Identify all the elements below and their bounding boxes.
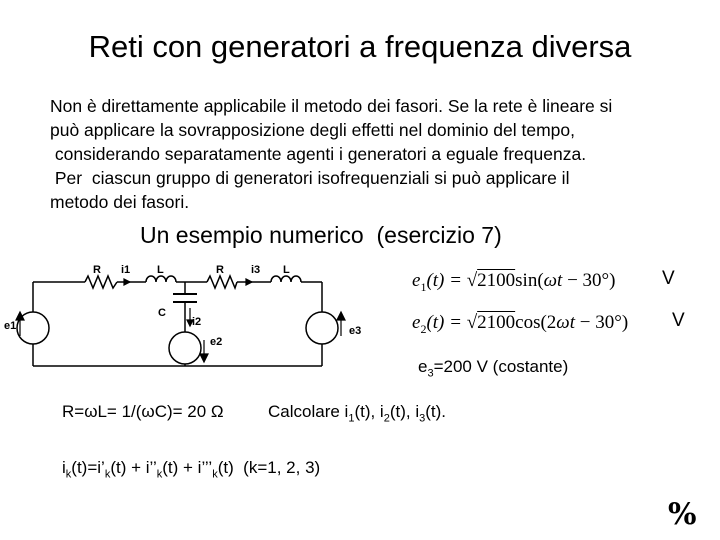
slide-title: Reti con generatori a frequenza diversa [88,29,632,64]
intro-paragraph [50,94,710,214]
task-text: Calcolare $i_1(t)$, $i_2(t)$, $i_3(t)$. [268,402,447,425]
equation-e1: $e_1(t) = √2100\sin(\omega t - 30^\circ)$ [412,270,616,294]
parameter-relation: R=ωL= 1/(ωC)= 20 Ω [62,402,224,421]
unit-e1: V [662,268,675,289]
label-e1: e1 [4,320,17,332]
label-l1: L [157,264,164,276]
inductor-l2-icon [271,276,301,282]
paragraph-line: Per ciascun gruppo di generatori isofrequenziali si può applicare il [50,168,570,188]
superposition-formula: $i_k(t)=i’_k(t)$ + $i’’_k(t)$ + $i’’’_k(t)$ (k=1, 2, 3) [62,458,321,481]
label-r1: R [93,264,101,276]
equation-e2: $e_2(t) = √2100\cos(2\omega t - 30^\circ)$ [412,312,629,336]
paragraph-line: considerando separatamente agenti i generatori a eguale frequenza. [50,144,587,164]
resistor-r1-icon [85,276,117,288]
label-i1: i1 [121,264,131,276]
paragraph-line: metodo dei fasori. [50,192,190,212]
circuit-diagram [0,252,400,372]
sqrt-icon: √ [466,270,478,291]
label-e2: e2 [210,336,223,348]
unit-e2: V [672,310,685,331]
i3-arrow-icon [246,279,252,285]
e2-arrow-icon [200,354,208,362]
label-c: C [158,307,166,319]
label-e3: e3 [349,325,362,337]
i1-arrow-icon [124,279,130,285]
e3-arrow-icon [337,312,345,320]
label-l2: L [283,264,290,276]
resistor-r2-icon [207,276,237,288]
label-i2: i2 [192,316,202,328]
inductor-l1-icon [146,276,176,282]
label-i3: i3 [251,264,261,276]
label-r2: R [216,264,224,276]
paragraph-line: Non è direttamente applicabile il metodo dei fasori. Se la rete è lineare si [50,96,613,116]
e3-value: $e_3=200$ V (costante) [418,357,569,380]
sqrt-icon: √ [466,312,478,333]
percent-icon: % [668,497,697,532]
capacitor-icon [173,294,197,302]
paragraph-line: può applicare la sovrapposizione degli effetti nel dominio del tempo, [50,120,576,140]
source-e2-icon [169,332,201,364]
source-e3-icon [306,312,338,344]
example-subtitle: Un esempio numerico (esercizio 7) [140,222,502,248]
